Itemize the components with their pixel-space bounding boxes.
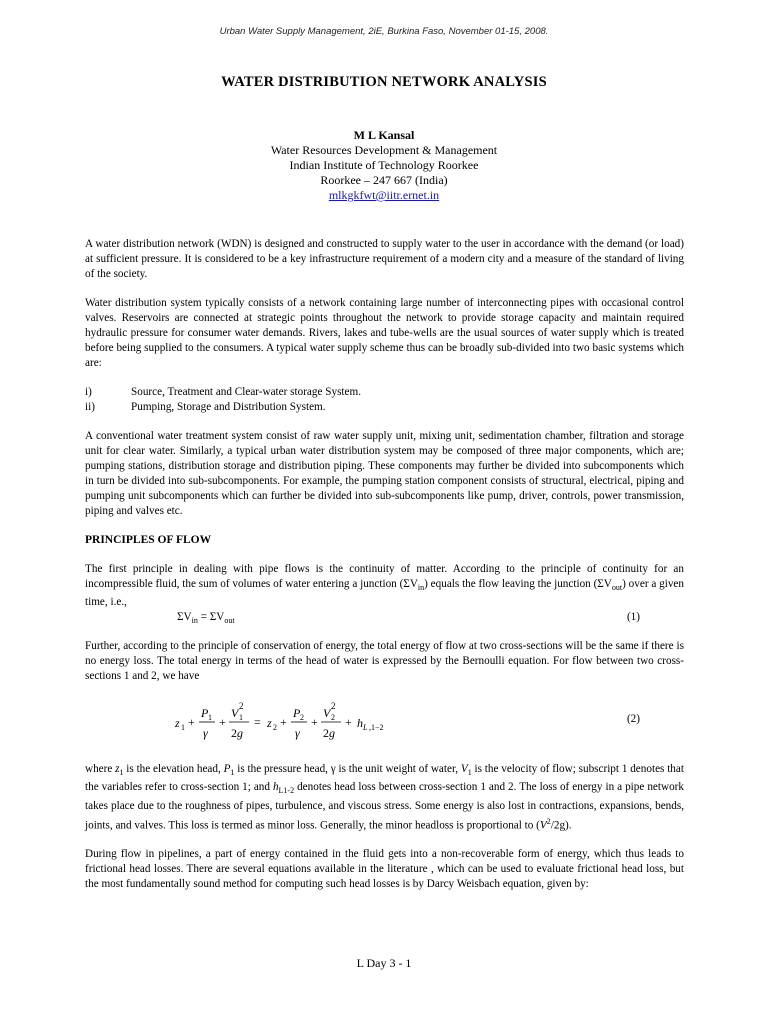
svg-text:2: 2	[273, 723, 277, 733]
svg-text:+: +	[188, 715, 195, 730]
svg-text:g: g	[237, 726, 243, 741]
svg-text:z: z	[267, 716, 272, 731]
svg-text:2: 2	[331, 701, 336, 712]
equation-1-text: $\Sigma V_{in} = \Sigma V_{out}$	[177, 611, 235, 626]
svg-text:P: P	[293, 706, 301, 721]
running-head: Urban Water Supply Management, 2iE, Burkina Faso, November 01-15, 2008.	[219, 26, 549, 37]
svg-text:2: 2	[323, 726, 329, 741]
equation-1	[85, 610, 684, 625]
system-list	[85, 385, 684, 415]
paragraph-where: where $z_1$ is the elevation head, $P_1$ is the pressure head, γ is the unit weight of water, $V_1$ is the velocity of flow; subscript 1 denotes that the variables refer to cross-section 1; and $h_{L1-2}$ denotes head loss between cross-section 1 and 2. The loss of energy in a pipe network takes place due to the roughness of pipes, turbulence, and viscous stress. Some energy is also lost in contractions, expansions, bends, joints, and valves. This loss is termed as minor loss. Generally, the minor headloss is proportional to $(V^2/2g)$.	[85, 763, 684, 832]
list-number: i)	[85, 386, 92, 398]
author-name: M L Kansal	[353, 128, 415, 142]
svg-text:1: 1	[208, 713, 212, 723]
svg-text:+: +	[311, 715, 318, 730]
section-heading: PRINCIPLES OF FLOW	[85, 534, 212, 546]
equation-2	[85, 690, 684, 750]
svg-text:2: 2	[231, 726, 237, 741]
svg-text:1: 1	[239, 713, 243, 723]
paragraph-friction: During flow in pipelines, a part of energy contained in the fluid gets into a non-recoverable form of energy, which thus leads to frictional head losses. There are several equations available in the literature , which can be used to evaluate frictional head loss, but the most fundamentally sound method for computing such head losses is by Darcy Weisbach equation, given by:	[85, 848, 684, 891]
svg-text:+: +	[280, 715, 287, 730]
svg-text:V: V	[323, 706, 331, 721]
svg-text:L: L	[363, 723, 368, 733]
equation-2-number: (2)	[626, 713, 640, 726]
page-footer: L Day 3 - 1	[356, 956, 412, 970]
paragraph-intro: A water distribution network (WDN) is designed and constructed to supply water to the user in accordance with the demand (or load) at sufficient pressure. It is considered to be a key infrastructure requirement of a modern city and a measure of the standard of living of the society.	[85, 238, 684, 280]
equation-1-number: (1)	[626, 611, 640, 624]
list-number: ii)	[85, 401, 95, 413]
author-institute: Indian Institute of Technology Roorkee	[289, 158, 479, 172]
svg-text:γ: γ	[295, 726, 300, 741]
svg-text:2: 2	[300, 713, 304, 723]
svg-text:2: 2	[331, 713, 335, 723]
list-text: Source, Treatment and Clear-water storage System.	[131, 386, 361, 398]
list-text: Pumping, Storage and Distribution System.	[131, 401, 326, 413]
svg-text:h: h	[357, 716, 363, 731]
svg-text:,1−2: ,1−2	[369, 723, 384, 733]
paragraph-continuity: The first principle in dealing with pipe flows is the continuity of matter. According to the principle of continuity for an incompressible fluid, the sum of volumes of water entering a junction $(\Sigma V_{in})$ equals the flow leaving the junction $(\Sigma V_{out})$ over a given time, i.e.,	[85, 563, 684, 609]
page-title: WATER DISTRIBUTION NETWORK ANALYSIS	[221, 74, 547, 90]
svg-text:V: V	[231, 706, 239, 721]
paragraph-treatment: A conventional water treatment system consist of raw water supply unit, mixing unit, sedimentation chamber, filtration and storage unit for clear water. Similarly, a typical urban water distribution system may be composed of three major components, which are; pumping stations, distribution storage and distribution piping. These components may further be divided into subcomponents which in turn be divided into sub-subcomponents. For example, the pumping station component consists of structural, electrical, piping and pumping unit subcomponents which can further be divided into sub-subcomponents like pump, driver, controls, power transmission, piping and valves etc.	[85, 430, 684, 517]
svg-text:P: P	[201, 706, 209, 721]
svg-text:g: g	[329, 726, 335, 741]
paragraph-energy: Further, according to the principle of conservation of energy, the total energy of flow at two cross-sections will be the same if there is no energy loss. The total energy in terms of the head of water is expressed by the Bernoulli equation. For flow between two cross-sections 1 and 2, we have	[85, 640, 684, 683]
svg-text:z: z	[175, 716, 180, 731]
author-dept: Water Resources Development & Management	[270, 143, 498, 157]
svg-text:+: +	[219, 715, 226, 730]
author-block	[0, 128, 768, 203]
bernoulli-equation	[165, 690, 425, 750]
author-address: Roorkee – 247 667 (India)	[320, 173, 448, 187]
svg-text:+: +	[345, 715, 352, 730]
list-item	[85, 385, 684, 400]
body-text	[85, 237, 684, 906]
paragraph-system: Water distribution system typically consists of a network containing large number of interconnecting pipes with occasional control valves. Reservoirs are connected at strategic points throughout the network to provide storage capacity and maintain required hydraulic pressure for consumer water demands. Rivers, lakes and tube-wells are the usual sources of water supply which is treated before being supplied to the consumers. A typical water supply scheme thus can be broadly sub-divided into two basic systems which are:	[85, 297, 684, 369]
svg-text:=: =	[254, 715, 261, 730]
author-email-link[interactable]: mlkgkfwt@iitr.ernet.in	[328, 188, 440, 202]
list-item	[85, 400, 684, 415]
svg-text:1: 1	[181, 723, 185, 733]
svg-text:2: 2	[239, 701, 244, 712]
svg-text:γ: γ	[203, 726, 208, 741]
